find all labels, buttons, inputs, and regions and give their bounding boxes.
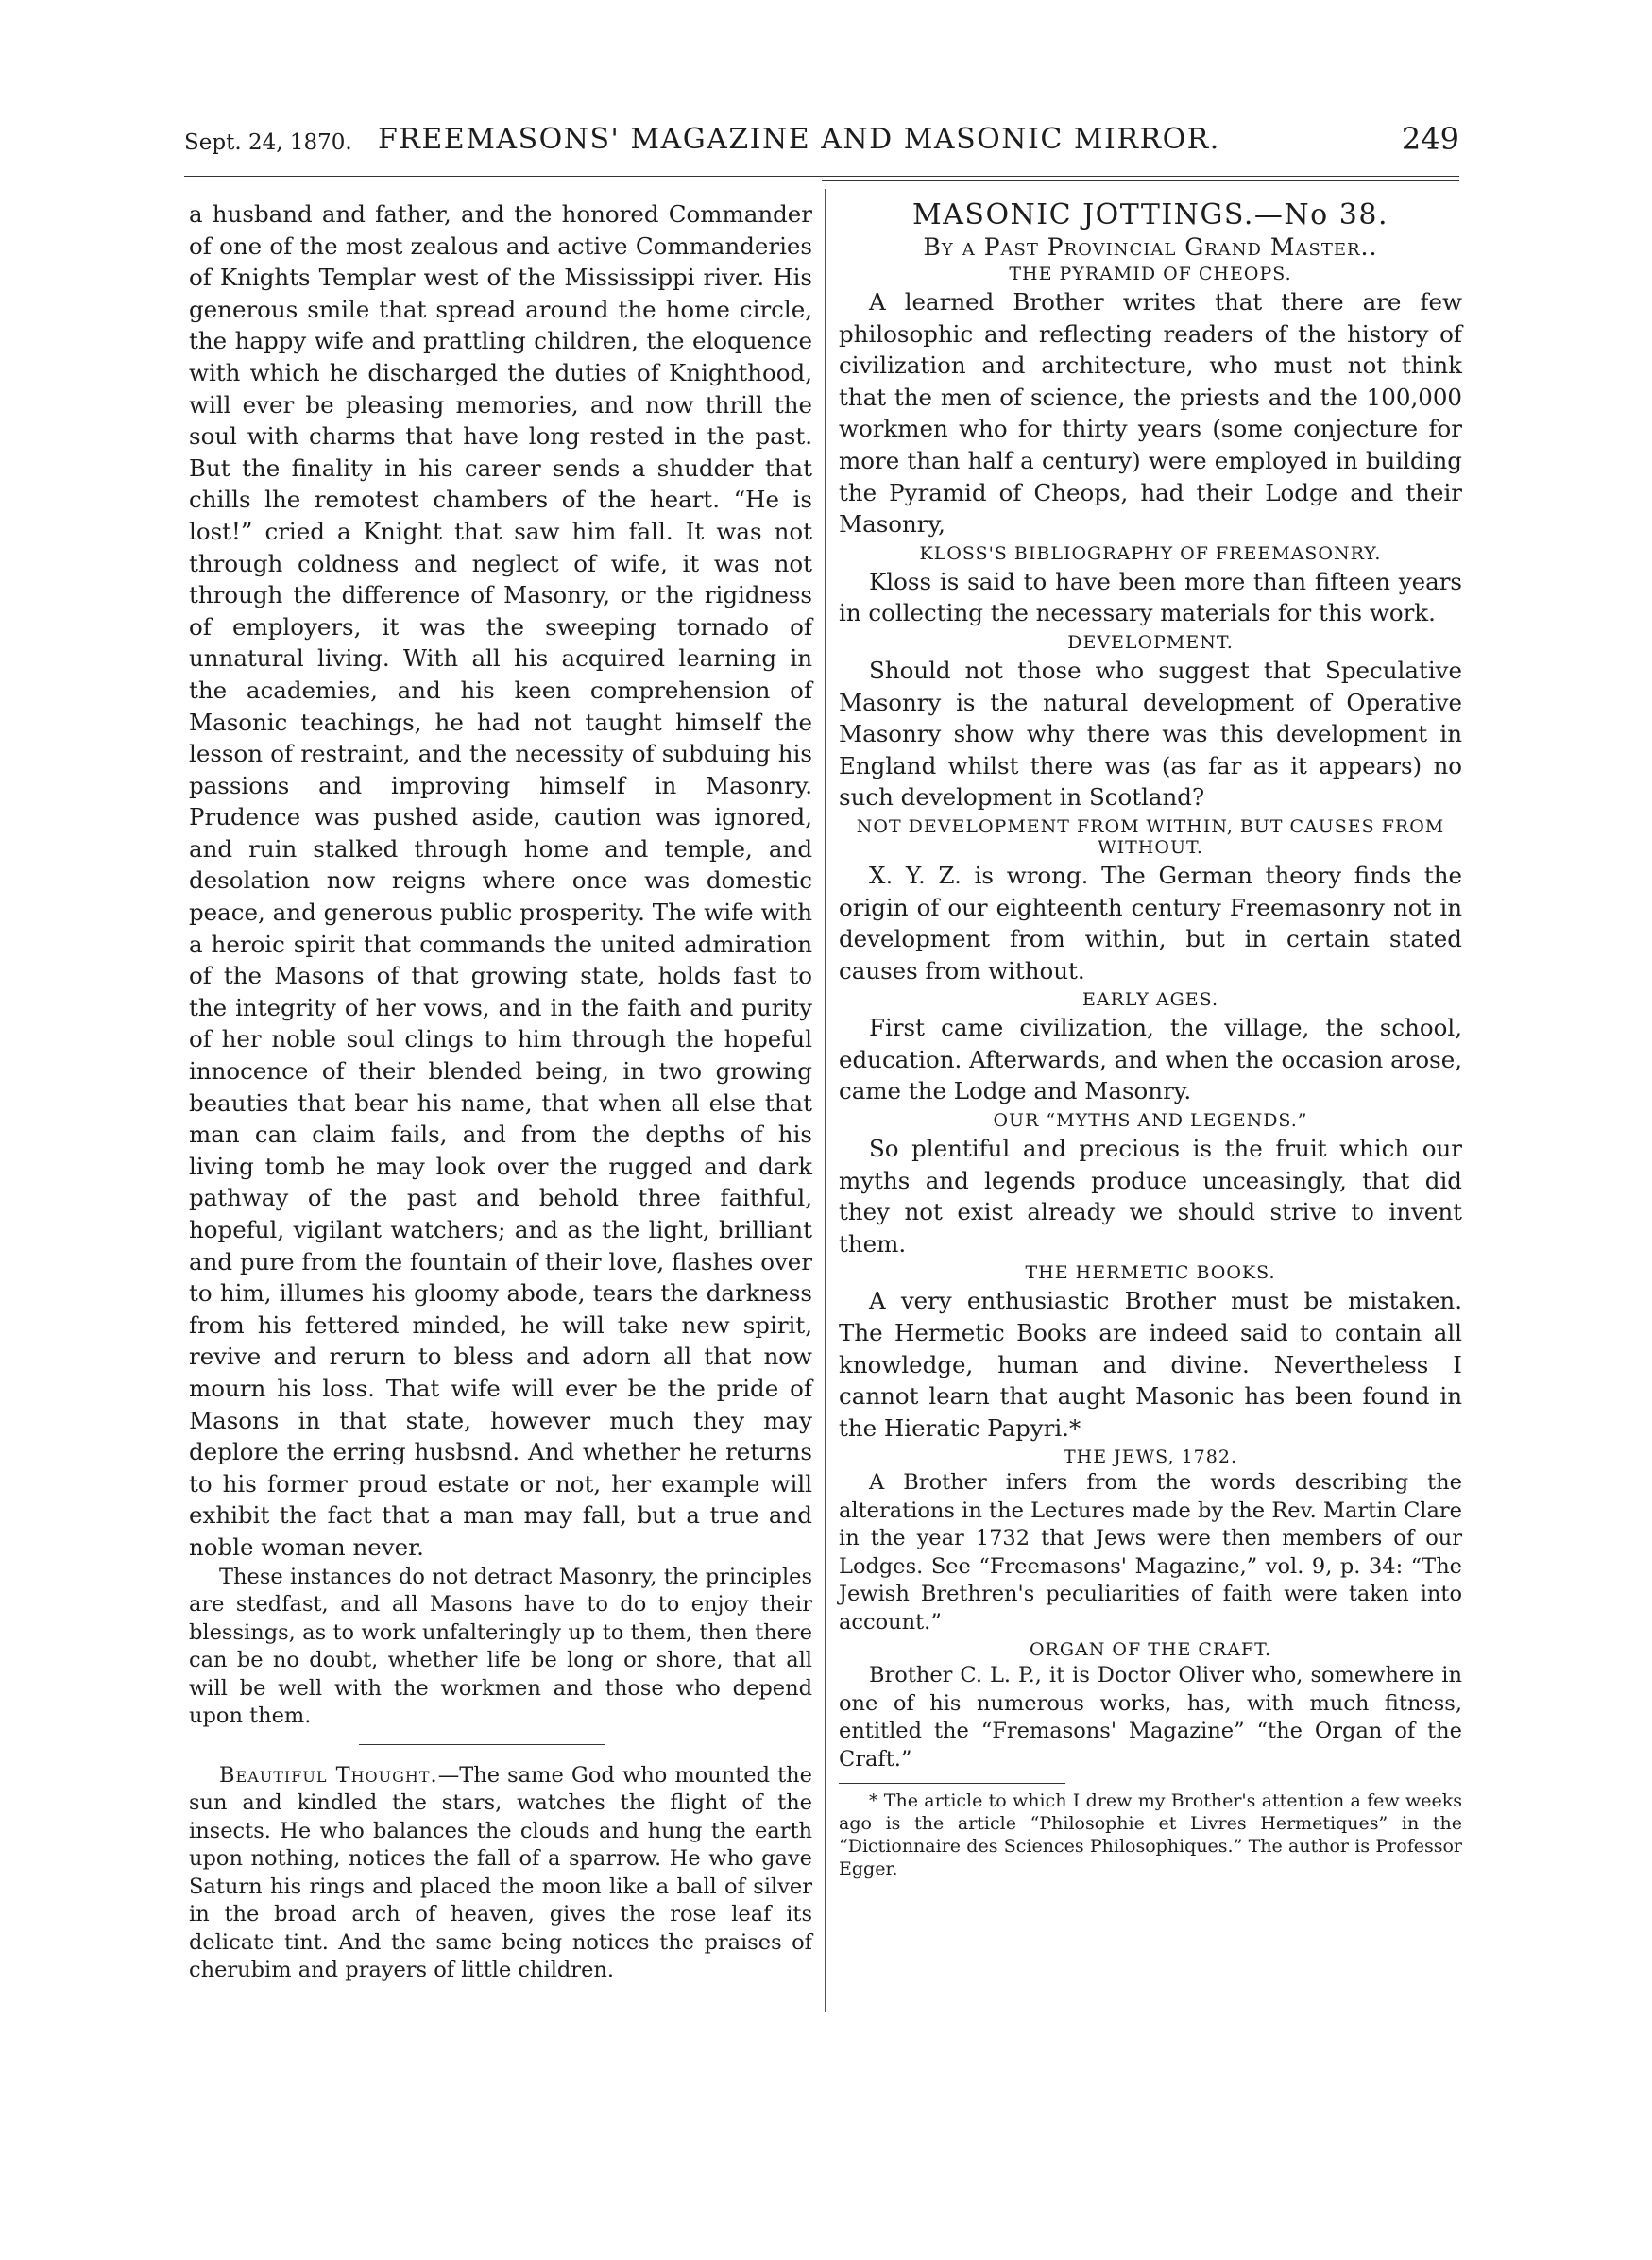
jottings-title: MASONIC JOTTINGS.—No 38. [912,198,1388,231]
section-text: Brother C. L. P., it is Doctor Oliver who, somewhere in one of his numerous works, has, with much fitness, entitled the “Fremasons' Magazine” “the Organ of the Craft.” [839,1663,1462,1772]
section-heading: NOT DEVELOPMENT FROM WITHIN, BUT CAUSES FROM WITHOUT. [856,815,1445,858]
section-text: X. Y. Z. is wrong. The German theory finds the origin of our eighteenth century Freemasonry not in development from within, but in certain stated causes from without. [839,861,1462,984]
footnote-rule [839,1783,1065,1784]
section-text: So plentiful and precious is the fruit which our myths and legends produce unceasingly, that did they not exist already we should strive to invent them. [839,1135,1462,1258]
header-rule [184,176,1459,177]
section-text: A very enthusiastic Brother must be mistaken. The Hermetic Books are indeed said to contain all knowledge, human and divine. Nevertheless I cannot learn that aught Masonic has been found in the Hieratic Papyri.* [839,1287,1462,1442]
article-continuation: a husband and father, and the honored Commander of one of the most zealous and active Commanderies of Knights Templar west of the Mississippi river. His generous smile that spread around the home circle, the happy wife and prattling children, the eloquence with which he discharged the duties of Knighthood, will ever be pleasing memories, and now thrill the soul with charms that have long rested in the past. But the finality in his career sends a shudder that chills lhe remotest chambers of the heart. “He is lost!” cried a Knight that saw him fall. It was not through coldness and neglect of wife, it was not through the difference of Masonry, or the rigidness of employers, it was the sweeping tornado of unnatural living. With all his acquired learning in the academies, and his keen comprehension of Masonic teachings, he had not taught himself the lesson of restraint, and the necessity of subduing his passions and improving himself in Masonry. Prudence was pushed aside, caution was ignored, and ruin stalked through home and temple, and desolation now reigns where once was domestic peace, and generous public prosperity. The wife with a heroic spirit that commands the united admiration of the Masons of that growing state, holds fast to the integrity of her vows, and in the faith and purity of her noble soul clings to him through the hopeful innocence of their blended being, in two growing beauties that bear his name, that when all else that man can claim fails, and from the depths of his living tomb he may look over the rugged and dark pathway of the past and behold three faithful, hopeful, vigilant watchers; and as the light, brilliant and pure from the fountain of their love, flashes over to him, illumes his gloomy abode, tears the darkness from his fettered minded, he will take new spirit, revive and rerurn to bless and adorn all that now mourn his loss. That wife will ever be the pride of Masons in that state, however much they may deplore the erring husbsnd. And whether he returns to his former proud estate or not, her example will exhibit the fact that a man may fall, but a true and noble woman never. [189,200,812,1561]
beautiful-thought [189,1762,812,1985]
right-column [839,198,1462,1880]
header-rule-double [822,180,1459,181]
section-heading: DEVELOPMENT. [1067,631,1234,653]
section-heading: THE HERMETIC BOOKS. [1025,1262,1276,1284]
section-heading: EARLY AGES. [1081,989,1219,1011]
section-heading: ORGAN OF THE CRAFT. [1029,1639,1272,1661]
section-heading: THE PYRAMID OF CHEOPS. [1009,264,1292,284]
section-heading: THE JEWS, 1782. [1064,1447,1237,1468]
footnote: * The article to which I drew my Brother's attention a few weeks ago is the article “Philosophie et Livres Hermetiques” in the “Dictionnaire des Sciences Philosophiques.” The author is Professor Egger. [839,1790,1462,1880]
section-separator [359,1744,605,1745]
publication-title: FREEMASONS' MAGAZINE AND MASONIC MIRROR. [378,123,1220,156]
section-text: A learned Brother writes that there are few philosophic and reflecting readers of the history of civilization and architecture, who must not think that the men of science, the priests and the 100,000 workmen who for thirty years (some conjecture for more than half a century) were employed in building the Pyramid of Cheops, had their Lodge and their Masonry, [839,288,1462,539]
jottings-byline: By a Past Provincial Grand Master.. [923,233,1378,261]
left-column [189,198,812,1985]
section-text: Kloss is said to have been more than fifteen years in collecting the necessary materials for this work. [839,567,1462,627]
column-divider [825,189,826,2012]
beautiful-thought-text: —The same God who mounted the sun and kindled the stars, watches the flight of the insects. He who balances the clouds and hung the earth upon nothing, notices the fall of a sparrow. He who gave Saturn his rings and placed the moon like a ball of silver in the broad arch of heaven, gives the rose leaf its delicate tint. And the same being notices the praises of cherubim and prayers of little children. [189,1762,812,1983]
section-text: Should not those who suggest that Speculative Masonry is the natural development of Operative Masonry show why there was this development in England whilst there was (as far as it appears) no such development in Scotland? [839,656,1462,812]
page-number: 249 [1401,121,1459,157]
running-header [184,123,1459,170]
section-heading: KLOSS'S BIBLIOGRAPHY OF FREEMASONRY. [919,542,1382,564]
section-text: First came civilization, the village, the school, education. Afterwards, and when the occasion arose, came the Lodge and Masonry. [839,1014,1462,1105]
issue-date: Sept. 24, 1870. [184,130,352,155]
section-text: A Brother infers from the words describing the alterations in the Lectures made by the Rev. Martin Clare in the year 1732 that Jews were then members of our Lodges. See “Freemasons' Magazine,” vol. 9, p. 34: “The Jewish Brethren's peculiarities of faith were taken into account.” [839,1470,1462,1635]
section-heading: OUR “MYTHS AND LEGENDS.” [993,1110,1308,1132]
beautiful-thought-label: Beautiful Thought. [219,1762,438,1788]
article-conclusion: These instances do not detract Masonry, the principles are stedfast, and all Masons have to do to enjoy their blessings, as to work unfalteringly up to them, then there can be no doubt, whether life be long or shore, that all will be well with the workmen and those who depend upon them. [189,1564,812,1729]
